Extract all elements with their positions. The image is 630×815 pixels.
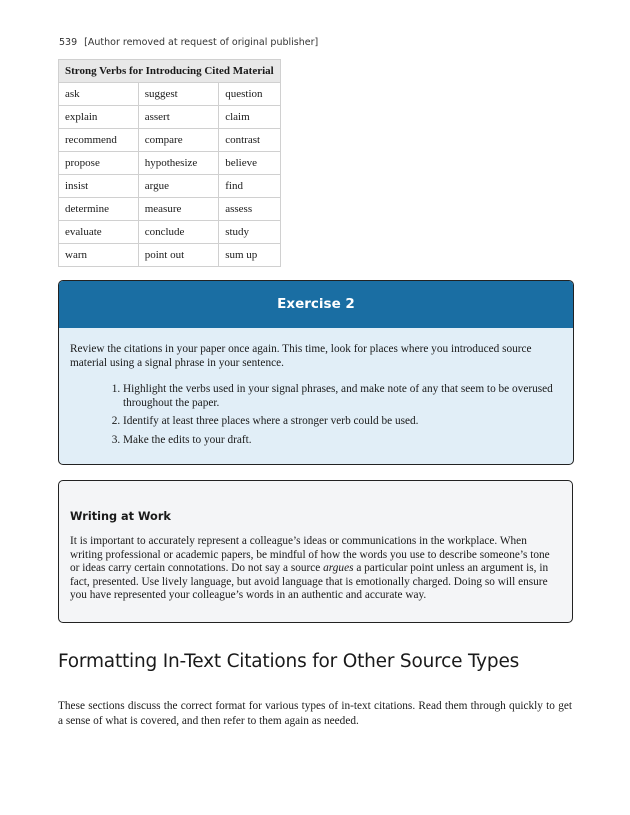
table-cell: compare	[138, 129, 218, 152]
section-intro: These sections discuss the correct format for various types of in-text citations. Read them through quickly to get a sense of what is covered, and then refer to them again as needed.	[58, 700, 572, 727]
table-title: Strong Verbs for Introducing Cited Material	[59, 60, 281, 83]
page-number: 539	[59, 37, 78, 48]
table-cell: argue	[138, 175, 218, 198]
running-title: [Author removed at request of original publisher]	[84, 37, 319, 48]
table-row	[59, 129, 281, 152]
table-cell: hypothesize	[138, 152, 218, 175]
table-cell: assert	[138, 106, 218, 129]
table-cell: study	[219, 221, 281, 244]
running-header	[59, 37, 318, 48]
table-cell: find	[219, 175, 281, 198]
exercise-step: 2. Identify at least three places where a stronger verb could be used.	[123, 415, 553, 429]
table-cell: suggest	[138, 83, 218, 106]
table-cell: contrast	[219, 129, 281, 152]
table-cell: question	[219, 83, 281, 106]
exercise-intro: Review the citations in your paper once again. This time, look for places where you introduced source material using a signal phrase in your sentence.	[70, 343, 532, 369]
table-cell: explain	[59, 106, 139, 129]
section-heading: Formatting In-Text Citations for Other Source Types	[58, 651, 520, 672]
table-row	[59, 106, 281, 129]
table-cell: propose	[59, 152, 139, 175]
table-cell: believe	[219, 152, 281, 175]
exercise-step: 3. Make the edits to your draft.	[123, 434, 553, 448]
table-row	[59, 221, 281, 244]
table-cell: point out	[138, 244, 218, 267]
table-cell: recommend	[59, 129, 139, 152]
strong-verbs-table	[58, 59, 281, 267]
table-cell: ask	[59, 83, 139, 106]
exercise-steps	[59, 383, 553, 447]
table-cell: determine	[59, 198, 139, 221]
table-cell: warn	[59, 244, 139, 267]
writing-at-work-body	[70, 535, 561, 603]
table-row	[59, 244, 281, 267]
table-cell: measure	[138, 198, 218, 221]
writing-at-work-box	[58, 480, 573, 623]
table-row	[59, 198, 281, 221]
table-cell: conclude	[138, 221, 218, 244]
table-cell: claim	[219, 106, 281, 129]
exercise-step: 1. Highlight the verbs used in your signal phrases, and make note of any that seem to be overused throughout the paper.	[123, 383, 553, 410]
table-cell: insist	[59, 175, 139, 198]
table-row	[59, 175, 281, 198]
table-row	[59, 152, 281, 175]
table-cell: evaluate	[59, 221, 139, 244]
body-text: It is important to accurately represent a colleague’s ideas or communications in the workplace. When writing professional or academic papers, be mindful of how the words you use to describe someone’s tone or ideas carry certain connotations. Do not say a source	[70, 535, 550, 575]
table-cell: sum up	[219, 244, 281, 267]
body-text: a particular point unless an argument is, in fact, presented. Use lively language, but avoid language that is emotionally charged. Doing so will ensure you have represented your colleague’s words in an authentic and accurate way.	[70, 562, 549, 602]
table-header-row	[59, 60, 281, 83]
table-body	[59, 83, 281, 267]
exercise-title: Exercise 2	[59, 281, 573, 328]
exercise-box	[58, 280, 574, 465]
table-cell: assess	[219, 198, 281, 221]
writing-at-work-title: Writing at Work	[70, 510, 171, 523]
emphasized-word: argues	[323, 562, 354, 575]
table-row	[59, 83, 281, 106]
